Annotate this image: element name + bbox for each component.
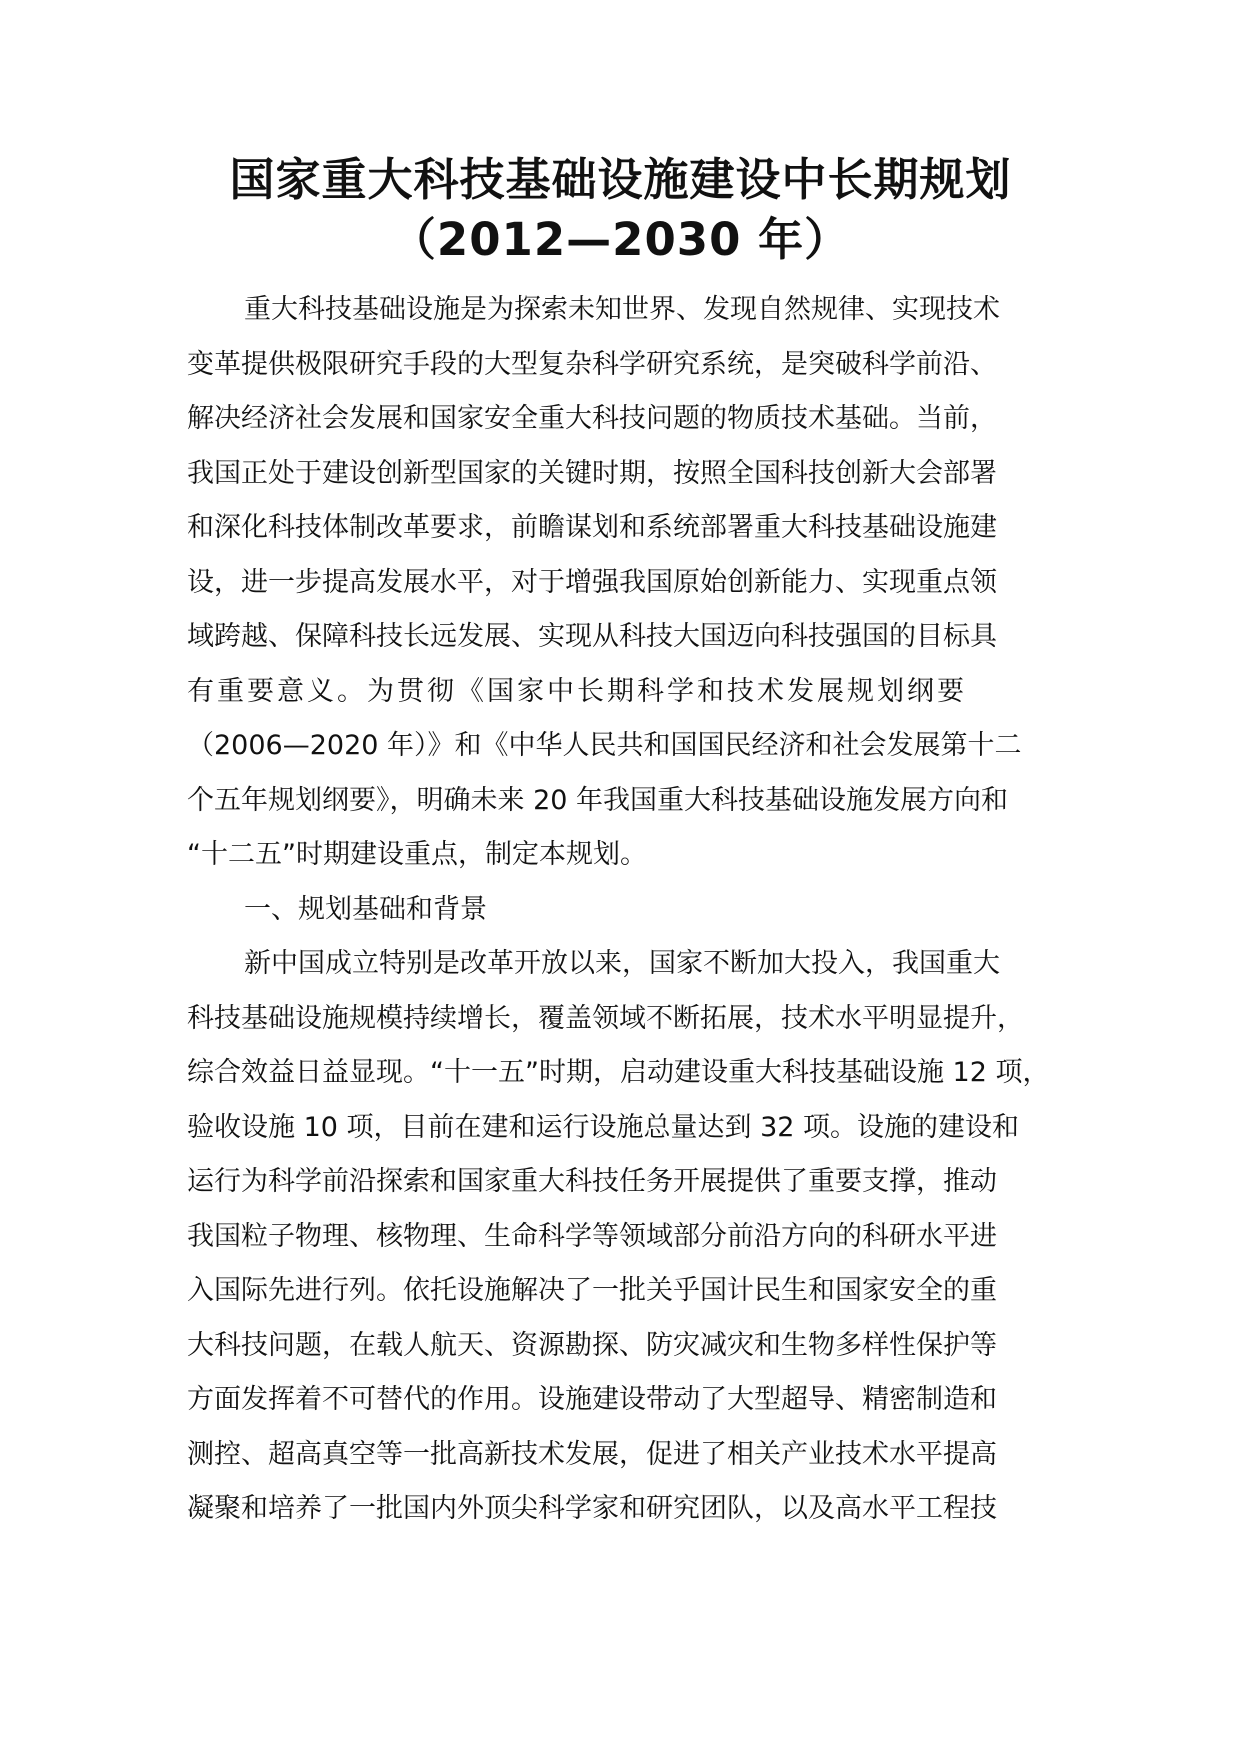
paragraph-line: 综合效益日益显现。“十一五”时期，启动建设重大科技基础设施 12 项， — [187, 1057, 1050, 1088]
paragraph-line: 我国正处于建设创新型国家的关键时期，按照全国科技创新大会部署 — [187, 457, 997, 489]
document-title: 国家重大科技基础设施建设中长期规划 — [229, 153, 1012, 206]
paragraph-line: 大科技问题，在载人航天、资源勘探、防灾减灾和生物多样性保护等 — [187, 1329, 997, 1361]
paragraph-line: 凝聚和培养了一批国内外顶尖科学家和研究团队，以及高水平工程技 — [187, 1493, 997, 1524]
paragraph-line: 测控、超高真空等一批高新技术发展，促进了相关产业技术水平提高 — [187, 1438, 997, 1470]
paragraph-line: 个五年规划纲要》，明确未来 20 年我国重大科技基础设施发展方向和 — [187, 784, 1009, 816]
paragraph-line: 和深化科技体制改革要求，前瞻谋划和系统部署重大科技基础设施建 — [187, 512, 997, 543]
paragraph-line: 验收设施 10 项，目前在建和运行设施总量达到 32 项。设施的建设和 — [187, 1111, 1020, 1143]
paragraph-line: 域跨越、保障科技长远发展、实现从科技大国迈向科技强国的目标具 — [187, 621, 997, 652]
paragraph-line: 运行为科学前沿探索和国家重大科技任务开展提供了重要支撑，推动 — [187, 1166, 997, 1197]
document-title-years: （2012—2030 年） — [390, 213, 851, 266]
paragraph-line: 入国际先进行列。依托设施解决了一批关乎国计民生和国家安全的重 — [187, 1275, 997, 1306]
paragraph-line: 重大科技基础设施是为探索未知世界、发现自然规律、实现技术 — [244, 294, 1000, 325]
paragraph-line: 方面发挥着不可替代的作用。设施建设带动了大型超导、精密制造和 — [187, 1384, 997, 1415]
paragraph-line: 有重要意义。为贯彻《国家中长期科学和技术发展规划纲要 — [187, 675, 967, 707]
paragraph-line: 新中国成立特别是改革开放以来，国家不断加大投入，我国重大 — [244, 948, 1000, 979]
paragraph-line: “十二五”时期建设重点，制定本规划。 — [187, 839, 647, 870]
paragraph-line: 我国粒子物理、核物理、生命科学等领域部分前沿方向的科研水平进 — [187, 1220, 997, 1252]
section-heading: 一、规划基础和背景 — [244, 893, 487, 925]
paragraph-line: （2006—2020 年）》和《中华人民共和国国民经济和社会发展第十二 — [187, 730, 1022, 761]
paragraph-line: 解决经济社会发展和国家安全重大科技问题的物质技术基础。当前， — [187, 403, 997, 434]
paragraph-line: 科技基础设施规模持续增长，覆盖领域不断拓展，技术水平明显提升， — [187, 1002, 1024, 1034]
document-body — [187, 283, 1057, 1537]
paragraph-line: 变革提供极限研究手段的大型复杂科学研究系统，是突破科学前沿、 — [187, 348, 997, 380]
paragraph-line: 设，进一步提高发展水平，对于增强我国原始创新能力、实现重点领 — [187, 566, 997, 598]
